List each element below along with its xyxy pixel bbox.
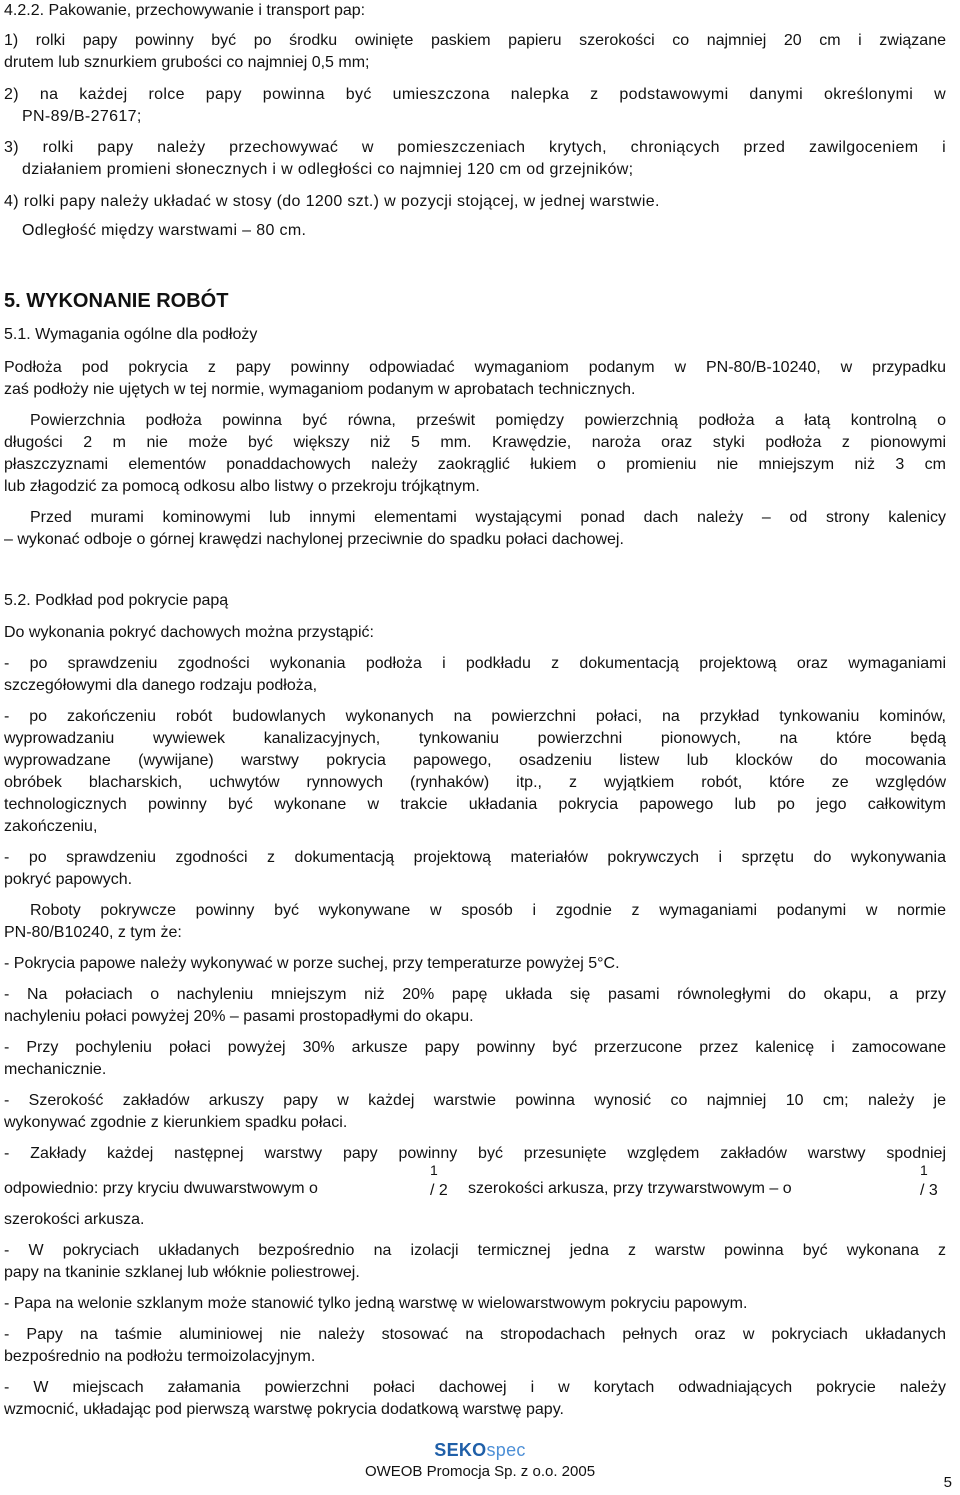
footer-company: OWEOB Promocja Sp. z o.o. 2005 [364,1463,596,1480]
list-item: wyprowadzaniu wywiewek kanalizacyjnych, tynkowaniu powierzchni pionowych, na które będą [4,730,946,747]
paragraph-line: Podłoża pod pokrycia z papy powinny odpowiadać wymaganiom podanym w PN-80/B-10240, w przypadku [4,359,946,376]
list-item: technologicznych powinny być wykonane w trakcie układania pokrycia papowego lub po jego całkowitym [4,796,946,813]
list-item: - po sprawdzeniu zgodności wykonania podłoża i podkładu z dokumentacją projektową oraz wymaganiami [4,655,946,672]
paragraph-line: Roboty pokrywcze powinny być wykonywane w sposób i zgodnie z wymaganiami podanymi w normie [30,902,946,919]
list-item: odpowiednio: przy kryciu dwuwarstwowym o [4,1180,318,1197]
fraction-numerator: 1 [920,1162,928,1178]
page-number: 5 [943,1474,952,1491]
list-item: zakończeniu, [4,818,98,835]
list-item: wyprowadzane (wywijane) warstwy pokrycia papowego, osadzeniu listew lub klocków do mocowania [4,752,946,769]
list-item: papy na tkaninie szklanej lub włóknie poliestrowej. [4,1264,360,1281]
paragraph-line: Przed murami kominowymi lub innymi elementami wystającymi ponad dach należy – od strony kalenicy [30,509,946,526]
list-item: PN-89/B-27617; [22,108,142,125]
list-item: - Zakłady każdej następnej warstwy papy powinny być przesunięte względem zakładów warstwy spodniej [4,1145,946,1162]
list-item: pokryć papowych. [4,871,133,888]
list-item: Odległość między warstwami – 80 cm. [22,222,307,239]
paragraph-line: zaś podłoży nie ujętych w tej normie, wymaganiom podanym w aprobatach technicznych. [4,381,636,398]
list-item: mechanicznie. [4,1061,107,1078]
list-item: wzmocnić, układając pod pierwszą warstwę pokrycia dodatkową warstwę papy. [4,1401,564,1418]
list-item: wykonywać zgodnie z kierunkiem spadku połaci. [4,1114,348,1131]
list-item: bezpośrednio na podłożu termoizolacyjnym. [4,1348,316,1365]
fraction-denominator: / 2 [430,1182,448,1199]
list-item: 3) rolki papy należy przechowywać w pomieszczeniach krytych, chroniących przed zawilgoceniem i [4,139,946,156]
list-item: - Na połaciach o nachyleniu mniejszym niż 20% papę układa się pasami równoległymi do okapu, a przy [4,986,946,1003]
paragraph-line: płaszczyznami elementów ponaddachowych należy zaokrąglić łukiem o promieniu nie mniejszym niż 3 cm [4,456,946,473]
logo-text-spec: spec [486,1440,526,1460]
list-item: 1) rolki papy powinny być po środku owinięte paskiem papieru szerokości co najmniej 20 cm i związane [4,32,946,49]
list-item: szerokości arkusza. [4,1211,145,1228]
paragraph-line: – wykonać odboje o górnej krawędzi nachylonej przeciwnie do spadku połaci dachowej. [4,531,624,548]
subsection-title: 5.2. Podkład pod pokrycie papą [4,592,229,609]
fraction-denominator: / 3 [920,1182,938,1199]
paragraph-line: Do wykonania pokryć dachowych można przystąpić: [4,624,374,641]
list-item: drutem lub sznurkiem grubości co najmniej 0,5 mm; [4,54,370,71]
list-item: - W pokryciach układanych bezpośrednio na izolacji termicznej jedna z warstw powinna być wykonana z [4,1242,946,1259]
chapter-heading: 5. WYKONANIE ROBÓT [4,290,229,312]
paragraph-line: PN-80/B10240, z tym że: [4,924,182,941]
paragraph-line: długości 2 m nie może być większy niż 5 mm. Krawędzie, naroża oraz styki podłoża z pionowymi [4,434,946,451]
logo-text-seko: SEKO [434,1440,487,1460]
subsection-title: 5.1. Wymagania ogólne dla podłoży [4,326,258,343]
section-title: 4.2.2. Pakowanie, przechowywanie i transport pap: [4,2,366,19]
list-item: - Papy na taśmie aluminiowej nie należy stosować na stropodachach pełnych oraz w pokryciach układanych [4,1326,946,1343]
list-item: - Szerokość zakładów arkuszy papy w każdej warstwie powinna wynosić co najmniej 10 cm; należy je [4,1092,946,1109]
list-item: - W miejscach załamania powierzchni połaci dachowej i w korytach odwadniających pokrycie należy [4,1379,946,1396]
list-item: - Papa na welonie szklanym może stanowić tylko jedną warstwę w wielowarstwowym pokryciu papowym. [4,1295,748,1312]
list-item: 2) na każdej rolce papy powinna być umieszczona nalepka z podstawowymi danymi określonymi w [4,86,946,103]
fraction-numerator: 1 [430,1162,438,1178]
list-item: działaniem promieni słonecznych i w odległości co najmniej 120 cm od grzejników; [22,161,634,178]
paragraph-line: Powierzchnia podłoża powinna być równa, prześwit pomiędzy powierzchnią podłoża a łatą kontrolną o [30,412,946,429]
paragraph-line: lub złagodzić za pomocą odkosu albo listwy o przekroju trójkątnym. [4,478,480,495]
list-item: - po sprawdzeniu zgodności z dokumentacją projektową materiałów pokrywczych i sprzętu do wykonywania [4,849,946,866]
list-item: - po zakończeniu robót budowlanych wykonanych na powierzchni połaci, na przykład tynkowaniu kominów, [4,708,946,725]
list-item: nachyleniu połaci powyżej 20% – pasami prostopadłymi do okapu. [4,1008,474,1025]
list-item: - Pokrycia papowe należy wykonywać w porze suchej, przy temperaturze powyżej 5°C. [4,955,620,972]
footer-logo [0,1440,960,1461]
list-item: - Przy pochyleniu połaci powyżej 30% arkusze papy powinny być przerzucone przez kalenicę i zamocowane [4,1039,946,1056]
list-item: 4) rolki papy należy układać w stosy (do 1200 szt.) w pozycji stojącej, w jednej warstwie. [4,193,660,210]
list-item: szczegółowymi dla danego rodzaju podłoża, [4,677,318,694]
list-item: szerokości arkusza, przy trzywarstwowym – o [468,1180,792,1197]
list-item: obróbek blacharskich, uchwytów rynnowych (rynhaków) itp., z wyjątkiem robót, które ze względów [4,774,946,791]
